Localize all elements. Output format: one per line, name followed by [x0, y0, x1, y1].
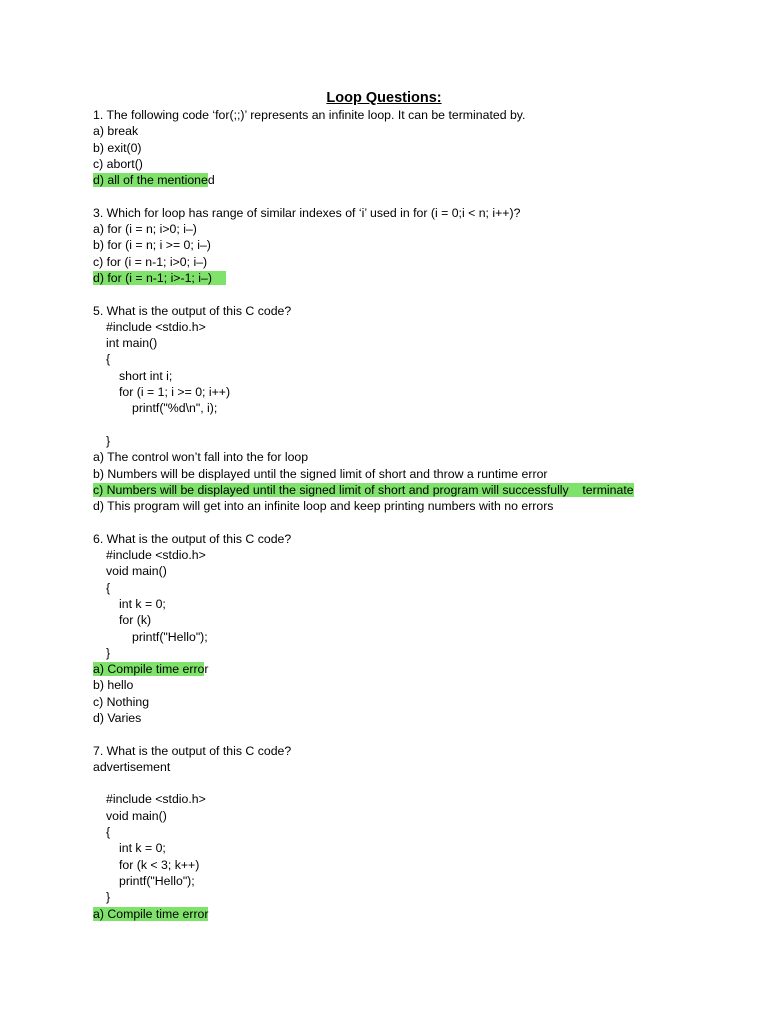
q7-code-line: for (k < 3; k++) — [119, 857, 200, 872]
q7-code-line: { — [106, 825, 111, 840]
q6-code-line: { — [106, 580, 111, 595]
q7-code-line: void main() — [106, 808, 167, 823]
document-body — [93, 107, 733, 922]
spacer — [93, 775, 733, 791]
q7-code-line: int k = 0; — [119, 841, 166, 856]
spacer — [93, 286, 733, 302]
q7-question: 7. What is the output of this C code? — [93, 743, 292, 758]
q6-answer — [93, 661, 733, 677]
q6-code-line: printf("Hello"); — [132, 629, 208, 644]
q6-option-d: d) Varies — [93, 710, 142, 725]
q6-answer-highlight: a) Compile time erro — [93, 662, 205, 677]
q5-code-line: } — [106, 433, 111, 448]
q7-advertisement: advertisement — [93, 759, 171, 774]
q7-answer — [93, 906, 733, 922]
page-title: Loop Questions: — [326, 90, 442, 106]
q3-option-a: a) for (i = n; i>0; i–) — [93, 222, 197, 237]
q5-code-line: int main() — [106, 336, 158, 351]
q1-option-a: a) break — [93, 124, 139, 139]
q6-answer-rest: r — [204, 662, 209, 677]
q6-code-line: int k = 0; — [119, 596, 166, 611]
q5-option-a: a) The control won’t fall into the for loop — [93, 450, 309, 465]
q3-option-c: c) for (i = n-1; i>0; i–) — [93, 254, 208, 269]
spacer — [93, 514, 733, 530]
q5-code-line — [93, 417, 733, 433]
q3-answer — [93, 270, 733, 286]
q5-code-line: printf("%d\n", i); — [132, 401, 218, 416]
spacer — [93, 188, 733, 204]
q6-option-c: c) Nothing — [93, 694, 150, 709]
q5-code-line: short int i; — [119, 368, 173, 383]
q1-answer-highlight: d) all of the mentione — [93, 173, 208, 188]
q1-answer-rest: d — [207, 173, 215, 188]
q6-code-line: } — [106, 645, 111, 660]
q6-code-line: for (k) — [119, 613, 152, 628]
q3-option-b: b) for (i = n; i >= 0; i–) — [93, 238, 211, 253]
q1-answer — [93, 172, 733, 188]
q5-answer — [93, 482, 733, 498]
q1-option-c: c) abort() — [93, 156, 143, 171]
q5-code-line: #include <stdio.h> — [106, 319, 206, 334]
q3-question: 3. Which for loop has range of similar indexes of ‘i’ used in for (i = 0;i < n; i++)? — [93, 205, 521, 220]
q3-answer-highlight: d) for (i = n-1; i>-1; i–) — [93, 270, 226, 285]
q5-answer-highlight: c) Numbers will be displayed until the signed limit of short and program will successfully terminate — [93, 482, 634, 497]
q5-question: 5. What is the output of this C code? — [93, 303, 292, 318]
q5-option-d: d) This program will get into an infinite loop and keep printing numbers with no errors — [93, 499, 554, 514]
q5-option-b: b) Numbers will be displayed until the signed limit of short and throw a runtime error — [93, 466, 548, 481]
q7-answer-highlight: a) Compile time error — [93, 906, 209, 921]
q6-option-b: b) hello — [93, 678, 134, 693]
q1-question: 1. The following code ‘for(;;)’ represents an infinite loop. It can be terminated by. — [93, 108, 526, 122]
q5-code-line: for (i = 1; i >= 0; i++) — [119, 385, 231, 400]
q1-option-b: b) exit(0) — [93, 140, 142, 155]
q6-question: 6. What is the output of this C code? — [93, 531, 292, 546]
spacer — [93, 726, 733, 742]
q7-code-line: printf("Hello"); — [119, 873, 195, 888]
q7-code-line: #include <stdio.h> — [106, 792, 206, 807]
q6-code-line: void main() — [106, 564, 167, 579]
q7-code-line: } — [106, 890, 111, 905]
q6-code-line: #include <stdio.h> — [106, 548, 206, 563]
q5-code-line: { — [106, 352, 111, 367]
